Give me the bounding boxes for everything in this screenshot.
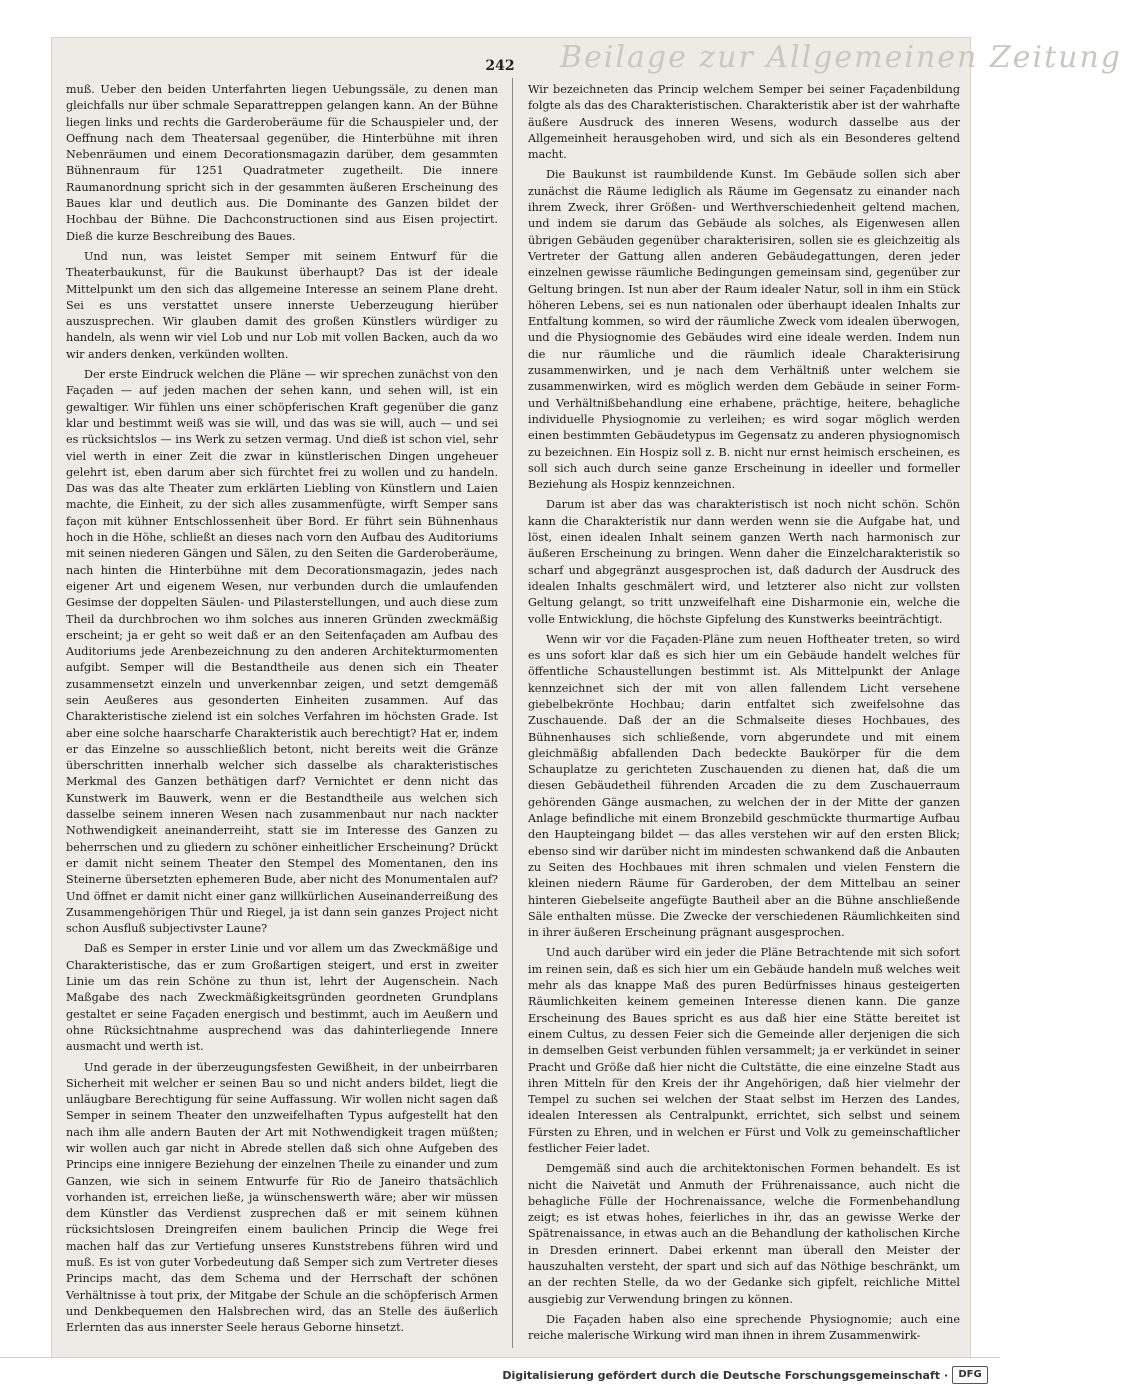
- paragraph: Demgemäß sind auch die architektonischen Formen behandelt. Es ist nicht die Naivetät und Anmuth der Frührenaissance, auch nicht die behagliche Fülle der Hochrenaissance, welche die Formenbehandlung zeigt; es ist etwas hohes, feierliches in ihr, das an gewisse Werke der Spätrenaissance, in etwas auch an die Behandlung der katholischen Kirche in Dresden erinnert. Dabei erkennt man überall den Meister der hauszuhalten versteht, der spart und sich auf das Nöthige beschränkt, um an der rechten Stelle, da wo der Gedanke sich gipfelt, reichliche Mittel ausgiebig zur Verwendung bringen zu können.: [528, 1162, 960, 1306]
- left-text-column: [66, 82, 498, 1354]
- paragraph: Und nun, was leistet Semper mit seinem Entwurf für die Theaterbaukunst, für die Baukunst überhaupt? Das ist der ideale Mittelpunkt um den sich das allgemeine Interesse an seinem Plane dreht. Sei es uns verstattet unsere innerste Ueberzeugung hierüber auszusprechen. Wir glauben damit des großen Künstlers würdiger zu handeln, als wenn wir viel Lob und nur Lob mit vollen Backen, auch da wo wir anders denken, verkünden wollten.: [66, 249, 498, 361]
- paragraph: Die Baukunst ist raumbildende Kunst. Im Gebäude sollen sich aber zunächst die Räume lediglich als Räume im Gegensatz zu einander nach ihrem Zweck, ihrer Größen- und Werthverschiedenheit geltend machen, und indem sie darum das Gebäude als solches, als Eigenwesen allen übrigen Gebäuden gegenüber charakterisiren, sollen sie es gleichzeitig als Vertreter der Gattung allen anderen Gebäudegattungen, deren jeder einzelnen gewisse räumliche Bedingungen gemeinsam sind, gegenüber zur Geltung bringen. Ist nun aber der Raum idealer Natur, soll in ihm ein Stück höheren Lebens, sei es nun nationalen oder überhaupt idealen Inhalts zur Entfaltung kommen, so wird der räumliche Zweck vom idealen überwogen, und die Physiognomie des Gebäudes wird eine ideale werden. Indem nun die nur räumliche und die räumlich ideale Charakterisirung zusammenwirken, und je nach dem Verhältniß unter welchem sie zusammenwirken, wird es möglich werden dem Gebäude in seiner Form- und Verhältnißbehandlung eine erhabene, prächtige, heitere, behagliche individuelle Physiognomie zu verleihen; es wird sogar möglich werden einen bestimmten Gebäudetypus im Gegensatz zu anderen physiognomisch zu bezeichnen. Ein Hospiz soll z. B. nicht nur ernst heimisch erscheinen, es soll sich auch durch seine ganze Erscheinung in ideeller und formeller Beziehung als Hospiz kennzeichnen.: [528, 168, 960, 492]
- funding-credit: Digitalisierung gefördert durch die Deutsche Forschungsgemeinschaft ·: [502, 1369, 948, 1382]
- page-number: 242: [485, 58, 515, 74]
- paragraph: Wir bezeichneten das Princip welchem Semper bei seiner Façadenbildung folgte als das des Charakteristischen. Charakteristik aber ist der wahrhafte äußere Ausdruck des inneren Wesens, wodurch dasselbe aus der Allgemeinheit herausgehoben wird, und sich als ein Besonderes geltend macht.: [528, 83, 960, 162]
- paragraph: Und gerade in der überzeugungsfesten Gewißheit, in der unbeirrbaren Sicherheit mit welcher er seinen Bau so und nicht anders bildet, liegt die unläugbare Berechtigung für seine Auffassung. Wir wollen nicht sagen daß Semper in seinem Theater den unzweifelhaften Typus aufgestellt hat den nach ihm alle andern Bauten der Art mit Nothwendigkeit tragen müßten; wir wollen auch gar nicht in Abrede stellen daß sich ohne Aufgeben des Princips eine innigere Beziehung der einzelnen Theile zu einander und zum Ganzen, wie sich in seinem Entwurfe für Rio de Janeiro thatsächlich vorhanden ist, erreichen ließe, ja wünschenswerth wäre; aber wir müssen dem Künstler das Verdienst zusprechen daß er mit seinem kühnen rücksichtslosen Dreingreifen einem baulichen Princip die Wege frei machen half das zur Vertiefung unseres Kunststrebens führen wird und muß. Es ist von guter Vorbedeutung daß Semper sich zum Vertreter dieses Princips macht, das dem Schema und der Herrschaft der schönen Verhältnisse à tout prix, der Mitgabe der Schule an die schöpferisch Armen und Denkbequemen den Halsbrechen wird, das an Stelle des äußerlich Erlernten das aus innerster Seele heraus Geborne hinsetzt.: [66, 1060, 498, 1335]
- right-text-column: [528, 82, 960, 1354]
- paragraph: Die Façaden haben also eine sprechende Physiognomie; auch eine reiche malerische Wirkung wird man ihnen in ihrem Zusammenwirk-: [528, 1312, 960, 1343]
- paragraph: Darum ist aber das was charakteristisch ist noch nicht schön. Schön kann die Charakteristik nur dann werden wenn sie die Aufgabe hat, und löst, einen idealen Inhalt seinem ganzen Werth nach harmonisch zur äußeren Erscheinung zu bringen. Wenn daher die Einzelcharakteristik so scharf und abgegränzt ausgesprochen ist, daß dadurch der Ausdruck des idealen Inhalts geschmälert wird, und letzterer also nicht zur vollsten Geltung gelangt, so tritt unzweifelhaft eine Disharmonie ein, welche die volle Entwicklung, die höchste Gipfelung des Kunstwerks beeinträchtigt.: [528, 498, 960, 626]
- paragraph: Und auch darüber wird ein jeder die Pläne Betrachtende mit sich sofort im reinen sein, daß es sich hier um ein Gebäude handeln muß welches weit mehr als das knappe Maß des puren Bedürfnisses hinaus gesteigerten Räumlichkeiten keinem gemeinen Interesse dienen kann. Die ganze Erscheinung des Baues spricht es aus daß hier eine Stätte bereitet ist einem Cultus, zu dessen Feier sich die Gemeinde aller derjenigen die sich in demselben Geist verbunden fühlen versammelt; ja er verkündet in seiner Pracht und Größe daß hier nicht die Cultstätte, die eine einzelne Stadt aus ihren Mitteln für den Kreis der ihr Angehörigen, daß hier vielmehr der Tempel zu suchen sei welchen der Staat selbst im Herzen des Landes, idealen Interessen als Centralpunkt, errichtet, sich selbst und seinem Fürsten zu Ehren, und in welchen er Fürst und Volk zu gemeinschaftlicher festlicher Feier ladet.: [528, 946, 960, 1155]
- footer-bar: [0, 1357, 1000, 1392]
- paragraph: Der erste Eindruck welchen die Pläne — wir sprechen zunächst von den Façaden — auf jeden machen der sehen kann, und sehen will, ist ein gewaltiger. Wir fühlen uns einer schöpferischen Kraft gegenüber die ganz klar und bestimmt weiß was sie will, und das was sie will, auch — und sei es rücksichtslos — ins Werk zu setzen vermag. Und dieß ist schon viel, sehr viel werth in einer Zeit die zwar in künstlerischen Dingen ungeheuer gelehrt ist, eben darum aber sich fürchtet frei zu wollen und zu handeln. Das was das alte Theater zum erklärten Liebling von Künstlern und Laien machte, die Einheit, zu der sich alles zusammenfügte, wirft Semper sans façon mit kühner Entschlossenheit über Bord. Er führt sein Bühnenhaus hoch in die Höhe, schließt an dieses nach vorn den Aufbau des Auditoriums mit seinen niederen Gängen und Sälen, zu den Seiten die Garderoberäume, nach hinten die Hinterbühne mit dem Decorationsmagazin, jedes nach eigener Art und eigenem Wesen, nur verbunden durch die umlaufenden Gesimse der doppelten Säulen- und Pilasterstellungen, und auch diese zum Theil da durchbrochen wo ihm solches aus inneren Gründen zweckmäßig erscheint; ja er geht so weit daß er an den Seitenfaçaden am Aufbau des Auditoriums jede Arenbezeichnung zu den anderen Architekturmomenten aufgibt. Semper will die Bestandtheile aus denen sich ein Theater zusammensetzt einzeln und unverkennbar zeigen, und setzt demgemäß sein Aeußeres aus gesonderten Einheiten zusammen. Auf das Charakteristische zielend ist ein solches Verfahren im höchsten Grade. Ist aber eine solche haarscharfe Charakteristik auch berechtigt? Hat er, indem er das Einzelne so ausschließlich betont, nicht bereits weit die Gränze überschritten innerhalb welcher sich dasselbe als charakteristisches Merkmal des Ganzen bethätigen darf? Vernichtet er denn nicht das Kunstwerk im Bauwerk, wenn er die Bestandtheile aus welchen sich dasselbe seinem inneren Wesen nach zusammenbaut nur nach nackter Nothwendigkeit aneinanderreiht, statt sie im Interesse des Ganzen zu beherrschen und zu gliedern zu schöner einheitlicher Erscheinung? Drückt er damit nicht seinem Theater den Stempel des Momentanen, den ins Steinerne übersetzten ephemeren Bude, aber nicht des Monumentalen auf? Und öffnet er damit nicht einer ganz willkürlichen Auseinanderreißung des Zusammengehörigen Thür und Riegel, ja ist dann sein ganzes Project nicht schon Ausfluß subjectivster Laune?: [66, 368, 498, 936]
- paragraph: Wenn wir vor die Façaden-Pläne zum neuen Hoftheater treten, so wird es uns sofort klar daß es sich hier um ein Gebäude handelt welches für öffentliche Schaustellungen bestimmt ist. Als Mittelpunkt der Anlage kennzeichnet sich der mit von allen fallendem Licht versehene giebelbekrönte Hochbau; darin entfaltet sich zweifelsohne das Zuschauende. Daß der an die Schmalseite dieses Hochbaues, des Bühnenhauses sich schließende, vorn abgerundete und mit einem gleichmäßig abfallenden Dach bedeckte Baukörper für die dem Schauplatze zu gerichteten Zuschauenden zu dienen hat, daß die um diesen Gebäudetheil führenden Arcaden die zu dem Zuschauerraum gehörenden Gänge ausmachen, zu welchen der in der Mitte der ganzen Anlage befindliche mit einem Bronzebild geschmückte thurmartige Aufbau den Haupteingang bildet — das alles verstehen wir auf den ersten Blick; ebenso sind wir darüber nicht im mindesten schwankend daß die Anbauten zu Seiten des Hochbaues mit ihren schmalen und vielen Fenstern die kleinen niedern Räume für Garderoben, der dem Mittelbau an seiner hinteren Giebelseite angefügte Bautheil aber an die Bühne anschließende Säle enthalten müsse. Die Zwecke der verschiedenen Räumlichkeiten sind in ihrer äußeren Erscheinung prägnant ausgesprochen.: [528, 632, 960, 940]
- dfg-logo: DFG: [952, 1366, 988, 1384]
- paragraph: Daß es Semper in erster Linie und vor allem um das Zweckmäßige und Charakteristische, das er zum Großartigen steigert, und erst in zweiter Linie um das rein Schöne zu thun ist, lehrt der Augenschein. Nach Maßgabe des nach Zweckmäßigkeitsgründen geordneten Grundplans gestaltet er seine Façaden energisch und bestimmt, auch im Aeußern und ohne Rücksichtnahme ausprechend was das dahinterliegende Innere ausmacht und werth ist.: [66, 942, 498, 1054]
- paragraph: muß. Ueber den beiden Unterfahrten liegen Uebungssäle, zu denen man gleichfalls nur über schmale Separattreppen gelangen kann. An der Bühne liegen links und rechts die Garderoberäume für die Schauspieler und, der Oeffnung nach dem Theatersaal gegenüber, die Hinterbühne mit ihren Nebenräumen und einem Decorationsmagazin darüber, dem gesammten Bühnenraum für 1251 Quadratmeter zugetheilt. Die innere Raumanordnung spricht sich in der gesammten äußeren Erscheinung des Baues klar und deutlich aus. Die Dominante des Ganzen bildet der Hochbau der Bühne. Die Dachconstructionen sind aus Eisen projectirt. Dieß die kurze Beschreibung des Baues.: [66, 83, 498, 243]
- column-divider: [512, 78, 513, 1348]
- bleed-through-masthead: Beilage zur Allgemeinen Zeitung: [560, 40, 1122, 75]
